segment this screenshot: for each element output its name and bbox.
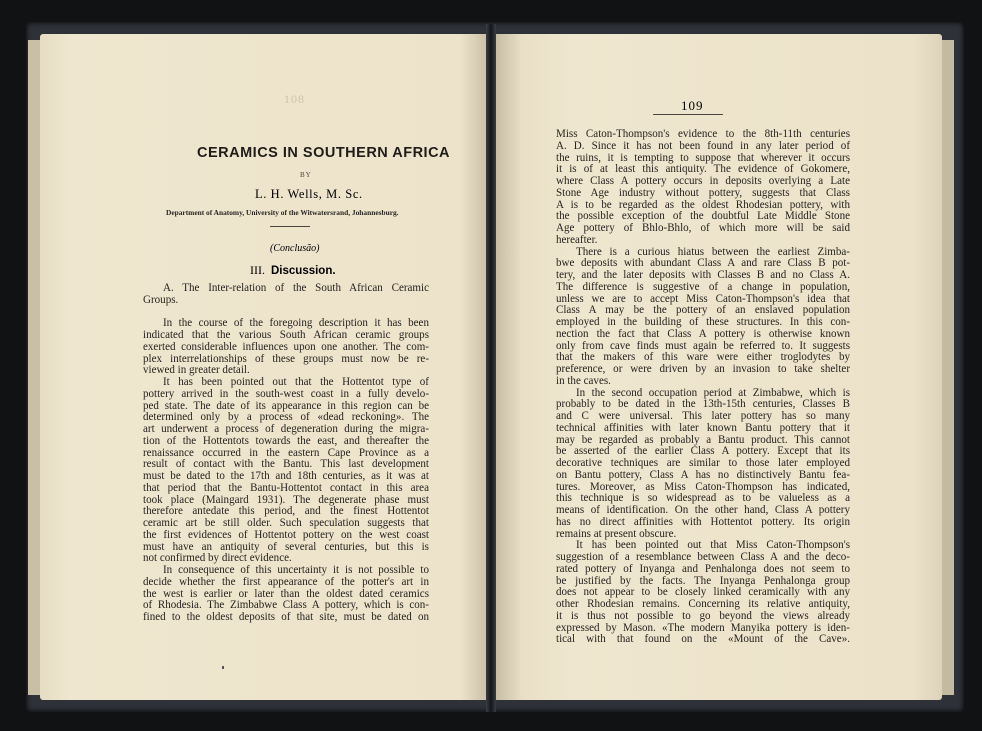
text-line: therefore antedate this period, and the finest Hottentot: [143, 505, 429, 518]
text-line: A. D. Since it has not been found in any later period of: [556, 139, 850, 152]
text-line: not confirmed by direct evidence.: [143, 552, 292, 565]
text-line: and C were universal. This later pottery has so many: [556, 410, 850, 422]
page-speck: [222, 666, 224, 669]
text-line: tical with that found on the «Mount of the Cave».: [556, 633, 850, 646]
text-line: Age pottery of Bhlo-Bhlo, of which more will be said: [556, 222, 850, 234]
text-line: indicated that the various South African ceramic groups: [143, 329, 429, 341]
text-line: of Rhodesia. The Zimbabwe Class A pottery, which is con-: [143, 599, 429, 612]
text-line: other Rhodesian remains. Concerning its relative antiquity,: [556, 598, 850, 610]
text-line: rated pottery of Inyanga and Penhalonga does not seem to: [556, 562, 850, 575]
ghost-page-number: 108: [284, 92, 305, 106]
text-line: bwe deposits with abundant Class A and rare Class B pot-: [556, 257, 850, 270]
author-affiliation: Department of Anatomy, University of the Witwatersrand, Johannesburg.: [166, 208, 399, 217]
text-line: decorative techniques are similar to those later employed: [556, 457, 850, 469]
text-line: technical affinities with later known Bantu pottery that it: [556, 421, 850, 434]
text-line: art underwent a process of degeneration during the migra-: [143, 423, 429, 435]
text-line: In the second occupation period at Zimbabwe, which is: [576, 386, 850, 399]
text-line: renaissance occurred in the eastern Cape Province as a: [143, 446, 429, 459]
text-line: took place (Maingard 1931). The degenerate phase must: [143, 493, 429, 506]
text-line: must be dated to the 17th and 18th centuries, as it was at: [143, 470, 429, 482]
text-line: determined only by a process of «dead reckoning». The: [143, 411, 429, 424]
text-line: Stone Age industry without pottery, suggests that Class: [556, 186, 850, 199]
text-line: viewed in greater detail.: [143, 364, 250, 377]
text-line: plex interrelationships of these groups must now be re-: [143, 352, 429, 365]
text-line: It has been pointed out that Miss Caton-Thompson's: [576, 539, 850, 552]
text-line: remains at present obscure.: [556, 527, 677, 540]
text-line: Groups.: [143, 293, 179, 306]
right-body-text: [556, 129, 850, 646]
text-line: be asserted of the earlier Class A pottery. Except that its: [556, 445, 850, 458]
text-line: on Bantu pottery, Class A has no distinctively Bantu fea-: [556, 468, 850, 481]
byline: BY: [300, 171, 312, 179]
text-line: it is of at least this antiquity. The evidence of Gokomere,: [556, 163, 850, 176]
text-line: There is a curious hiatus between the earliest Zimba-: [576, 245, 850, 258]
text-line: hereafter.: [556, 233, 598, 246]
text-line: A. The Inter-relation of the South African Ceramic: [163, 282, 429, 294]
text-line: probably to be dated in the 13th-15th centuries, Classes B: [556, 398, 850, 411]
text-line: ped state. The date of its appearance in this region can be: [143, 399, 429, 412]
text-line: the ruins, it is tempting to suppose that wherever it occurs: [556, 151, 850, 164]
text-line: result of contact with the Bantu. This last development: [143, 458, 429, 471]
text-line: In consequence of this uncertainty it is not possible to: [163, 564, 429, 576]
text-line: this technique is so widespread as to be valueless as a: [556, 492, 850, 505]
page-number-rule: [653, 114, 723, 115]
text-line: nection the fact that Class A pottery is otherwise known: [556, 327, 850, 340]
text-line: employed in the building of these structures. In this con-: [556, 316, 850, 328]
right-page-edges: [940, 40, 954, 695]
section-heading: [250, 263, 336, 278]
text-line: in the caves.: [556, 374, 611, 387]
text-line: fined to the oldest deposits of that site, must be dated on: [143, 611, 429, 623]
page-number: 109: [681, 98, 704, 113]
text-line: means of identification. On the other hand, Class A pottery: [556, 504, 850, 516]
text-line: In the course of the foregoing description it has been: [163, 317, 429, 330]
text-line: The difference is suggestive of a change in population,: [556, 280, 850, 293]
text-line: A is to be regarded as the oldest Rhodesian pottery, with: [556, 198, 850, 211]
text-line: exerted considerable influences upon one another. The com-: [143, 340, 429, 353]
article-title: CERAMICS IN SOUTHERN AFRICA: [197, 145, 451, 161]
left-body-text: [143, 283, 429, 624]
text-line: only from cave finds must again be referred to. It suggests: [556, 339, 850, 352]
text-line: may be regarded as probably a Bantu product. This cannot: [556, 433, 850, 446]
text-line: unless we are to accept Miss Caton-Thompson's idea that: [556, 292, 850, 305]
text-line: tion of the Hottentots towards the east, and thereafter the: [143, 434, 429, 447]
text-line: has no direct affinities with Hottentot pottery. Its origin: [556, 515, 850, 528]
text-line: expressed by Mason. «The modern Manyika pottery is iden-: [556, 621, 850, 634]
author-name: L. H. Wells, M. Sc.: [255, 187, 363, 201]
text-line: the west is earlier or later than the oldest dated ceramics: [143, 587, 429, 600]
text-line: be justified by the facts. The Inyanga Penhalonga group: [556, 574, 850, 587]
text-line: tures. Moreover, as Miss Caton-Thompson has indicated,: [556, 480, 850, 493]
text-line: that period that the Bantu-Hottentot contact in this area: [143, 481, 429, 494]
book-gutter: [486, 24, 496, 712]
conclusion-note: (Conclusão): [270, 243, 320, 254]
text-line: pottery arrived in the south-west coast in a fully develo-: [143, 387, 429, 400]
text-line: tery, and the later deposits with Classes B and no Class A.: [556, 269, 850, 281]
text-line: It has been pointed out that the Hottentot type of: [163, 376, 429, 388]
text-line: ceramic art be still older. Such speculation suggests that: [143, 517, 429, 529]
text-line: Miss Caton-Thompson's evidence to the 8th-11th centuries: [556, 128, 850, 140]
text-line: the first evidences of Hottentot pottery on the west coast: [143, 528, 429, 541]
text-line: the possible exception of the doubtful Late Middle Stone: [556, 210, 850, 223]
text-line: where Class A pottery occurs in deposits overlying a Late: [556, 175, 850, 187]
section-title: Discussion.: [271, 265, 336, 277]
text-line: preference, or were driven by an invasion to take shelter: [556, 363, 850, 375]
text-line: it is thus not possible to go beyond the views already: [556, 609, 850, 622]
text-line: decide whether the first appearance of the potter's art in: [143, 575, 429, 588]
text-line: does not appear to be closely linked ceramically with any: [556, 586, 850, 599]
title-divider: [270, 226, 310, 227]
text-line: must have an antiquity of several centuries, but this is: [143, 540, 429, 553]
text-line: that the makers of this ware were either troglodytes by: [556, 351, 850, 364]
text-line: Class A may be the pottery of an enslaved population: [556, 304, 850, 317]
text-line: suggestion of a resemblance between Class A and the deco-: [556, 551, 850, 563]
section-number: III.: [250, 263, 265, 277]
